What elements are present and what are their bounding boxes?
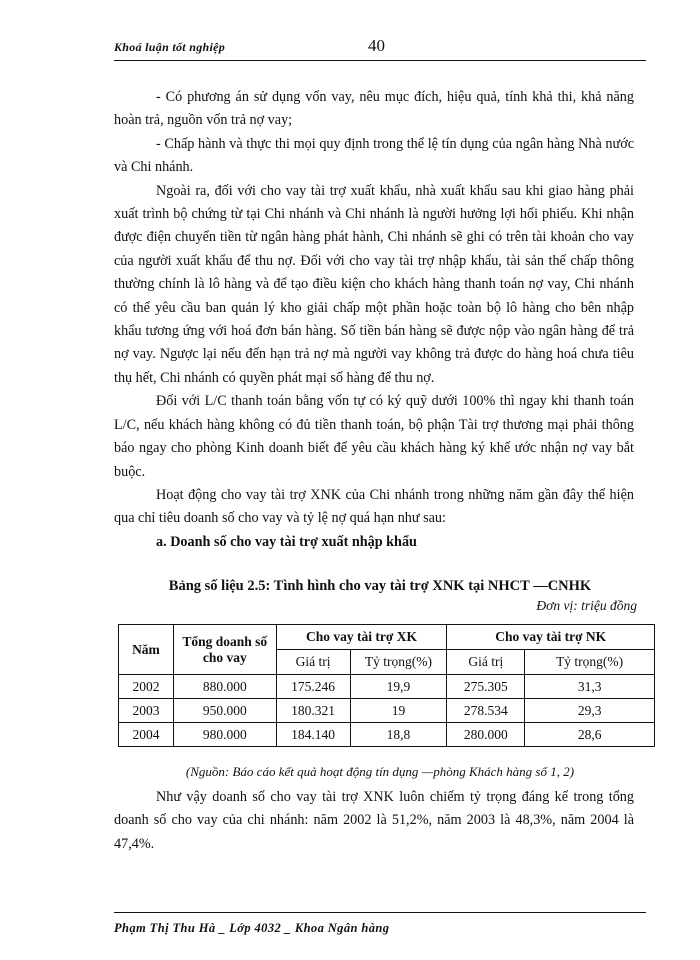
page-footer bbox=[114, 912, 646, 936]
header-export-share: Tỷ trọng(%) bbox=[350, 650, 447, 675]
header-total: Tổng doanh số cho vay bbox=[173, 625, 276, 675]
paragraph-bullet-1: - Có phương án sử dụng vốn vay, nêu mục đích, hiệu quả, tính khả thi, khả năng hoàn trả, nguồn vốn trả nợ vay; bbox=[114, 89, 634, 129]
footer-text: Phạm Thị Thu Hà _ Lớp 4032 _ Khoa Ngân hàng bbox=[114, 921, 390, 935]
cell-import-value: 280.000 bbox=[447, 723, 525, 747]
page-number: 40 bbox=[368, 36, 385, 55]
cell-total: 980.000 bbox=[173, 723, 276, 747]
cell-year: 2003 bbox=[119, 699, 174, 723]
body-text bbox=[114, 86, 634, 554]
cell-import-share: 29,3 bbox=[525, 699, 655, 723]
header-export-value: Giá trị bbox=[276, 650, 350, 675]
table-source: (Nguồn: Báo cáo kết quả hoạt động tín dụng —phòng Khách hàng số 1, 2) bbox=[185, 764, 575, 779]
cell-import-value: 278.534 bbox=[447, 699, 525, 723]
header-export-group: Cho vay tài trợ XK bbox=[276, 625, 447, 650]
cell-export-value: 180.321 bbox=[276, 699, 350, 723]
header-year: Năm bbox=[119, 625, 174, 675]
table-row bbox=[119, 675, 655, 699]
cell-export-value: 184.140 bbox=[276, 723, 350, 747]
table-row bbox=[119, 723, 655, 747]
paragraph-export-financing: Ngoài ra, đối với cho vay tài trợ xuất khẩu, nhà xuất khẩu sau khi giao hàng phải xuất trình bộ chứng từ tại Chi nhánh và Chi nhánh là người hưởng lợi hối phiếu. Khi nhận được điện chuyển tiền từ ngân hàng phát hành, Chi nhánh sẽ ghi có trên tài khoản cho vay của người xuất khẩu để thu nợ. Đối với cho vay tài trợ nhập khẩu, tài sản thế chấp thông thường chính là lô hàng và để tạo điều kiện cho khách hàng thanh toán nợ vay, Chi nhánh có thể yêu cầu ban quản lý kho giải chấp một phần hoặc toàn bộ lô hàng cho bên nhập khẩu tương ứng với hoá đơn bán hàng. Số tiền bán hàng sẽ được nộp vào ngân hàng để trả nợ vay. Ngược lại nếu đến hạn trả nợ mà người vay không trả được do hàng hoá chưa tiêu thụ hết, Chi nhánh có quyền phát mại số hàng để thu nợ. bbox=[114, 182, 634, 386]
cell-total: 950.000 bbox=[173, 699, 276, 723]
cell-import-share: 28,6 bbox=[525, 723, 655, 747]
cell-import-share: 31,3 bbox=[525, 675, 655, 699]
cell-export-share: 19 bbox=[350, 699, 447, 723]
table-row bbox=[119, 699, 655, 723]
cell-export-share: 18,8 bbox=[350, 723, 447, 747]
header-import-value: Giá trị bbox=[447, 650, 525, 675]
closing-text bbox=[114, 786, 634, 856]
header-title: Khoá luận tốt nghiệp bbox=[114, 40, 226, 54]
loan-table bbox=[118, 624, 655, 747]
header-import-group: Cho vay tài trợ NK bbox=[447, 625, 655, 650]
paragraph-bullet-2: - Chấp hành và thực thi mọi quy định trong thể lệ tín dụng của ngân hàng Nhà nước và Chi nhánh. bbox=[114, 135, 634, 176]
cell-year: 2002 bbox=[119, 675, 174, 699]
header-rule bbox=[114, 60, 646, 61]
cell-import-value: 275.305 bbox=[447, 675, 525, 699]
table-caption: Bảng số liệu 2.5: Tình hình cho vay tài trợ XNK tại NHCT —CNHK bbox=[168, 578, 592, 594]
paragraph-activity-intro: Hoạt động cho vay tài trợ XNK của Chi nhánh trong những năm gần đây thể hiện qua chỉ tiêu doanh số cho vay và tỷ lệ nợ quá hạn như sau: bbox=[114, 486, 634, 527]
section-subheading: a. Doanh số cho vay tài trợ xuất nhập khẩu bbox=[156, 533, 417, 550]
cell-year: 2004 bbox=[119, 723, 174, 747]
cell-total: 880.000 bbox=[173, 675, 276, 699]
page-header bbox=[114, 36, 646, 62]
footer-rule bbox=[114, 912, 646, 913]
cell-export-value: 175.246 bbox=[276, 675, 350, 699]
header-import-share: Tỷ trọng(%) bbox=[525, 650, 655, 675]
table-unit: Đơn vị: triệu đồng bbox=[536, 598, 637, 613]
paragraph-lc-payment: Đối với L/C thanh toán bằng vốn tự có ký quỹ dưới 100% thì ngay khi thanh toán L/C, nếu khách hàng không có đủ tiền thanh toán, bộ phận Tài trợ thương mại phải thông báo ngay cho phòng Kinh doanh biết để yêu cầu khách hàng ký khế ước nhận nợ vay bắt buộc. bbox=[114, 393, 634, 480]
paragraph-conclusion: Như vậy doanh số cho vay tài trợ XNK luôn chiếm tỷ trọng đáng kể trong tổng doanh số cho vay của chi nhánh: năm 2002 là 51,2%, năm 2003 là 48,3%, năm 2004 là 47,4%. bbox=[114, 789, 634, 852]
cell-export-share: 19,9 bbox=[350, 675, 447, 699]
